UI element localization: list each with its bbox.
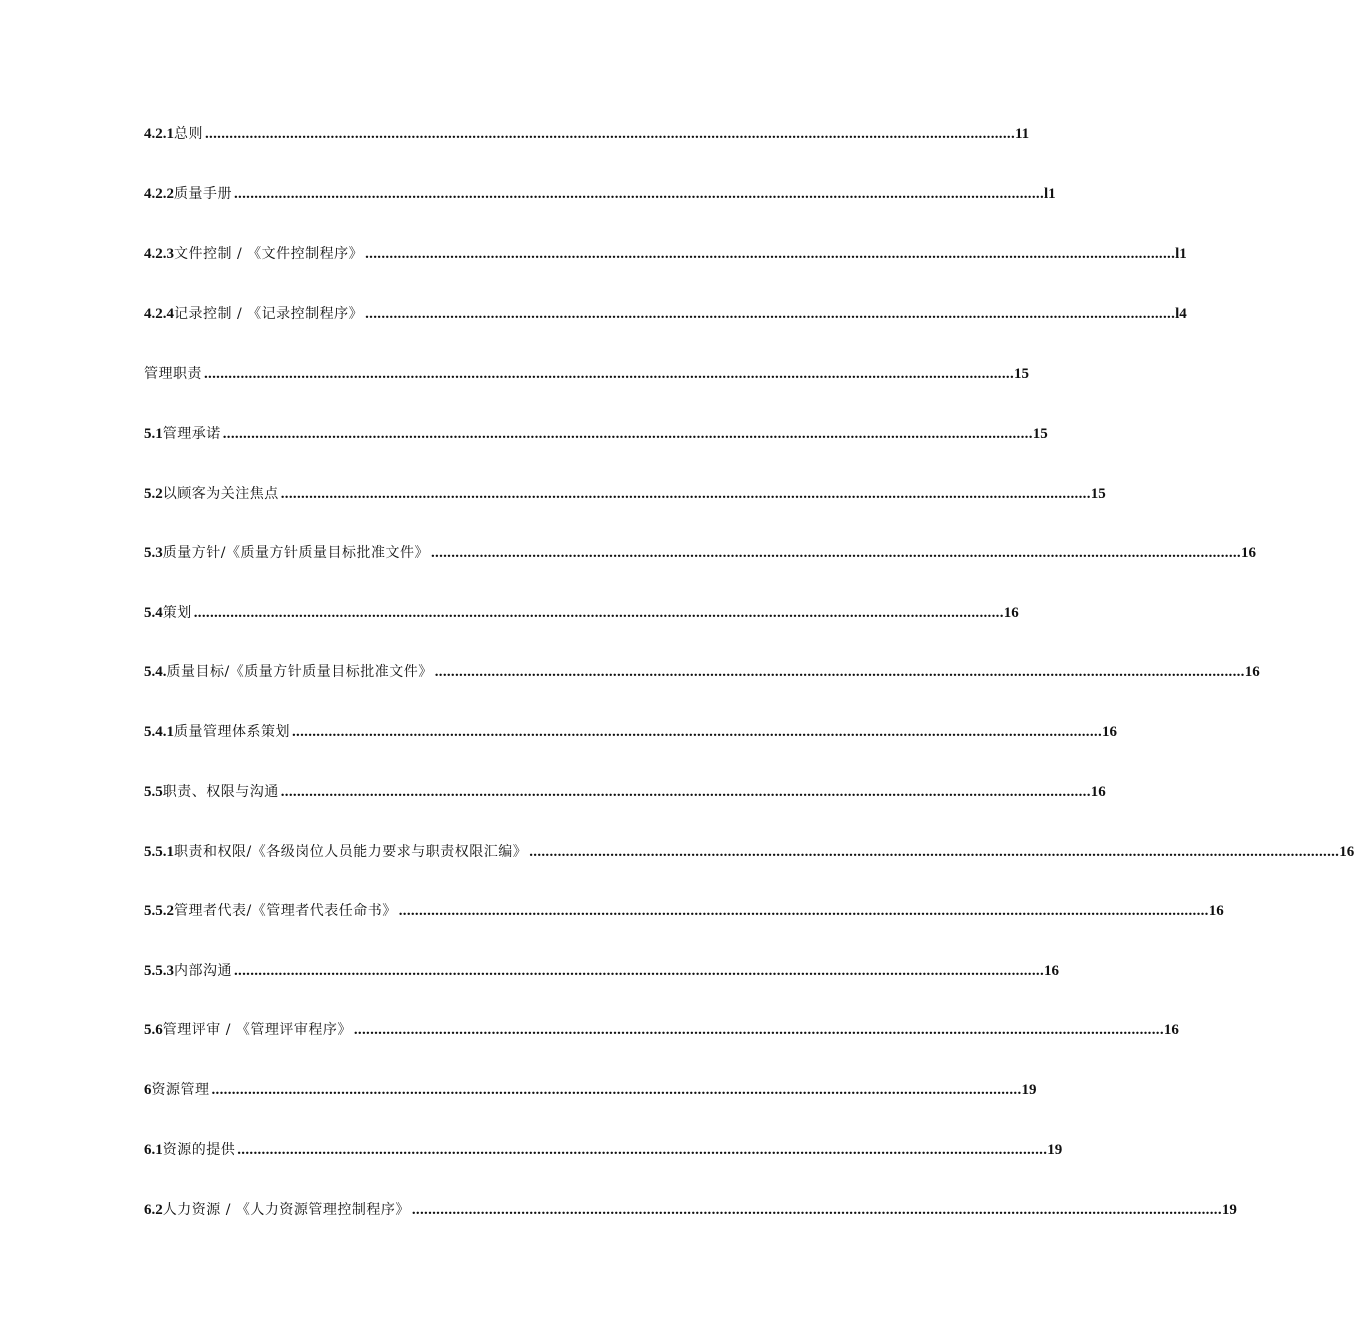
toc-entry[interactable] xyxy=(144,541,1256,565)
toc-entry-title: 管理承诺 xyxy=(162,426,221,442)
toc-entry-page: 16 xyxy=(1244,664,1260,680)
dot-leader: ........................................................................................................................................................................................................ xyxy=(211,1082,1022,1098)
toc-entry-page: 19 xyxy=(1047,1142,1063,1158)
toc-entry-number: 4.2.4 xyxy=(144,306,174,322)
toc-entry-title: 人力资源 / 《人力资源管理控制程序》 xyxy=(162,1202,410,1218)
toc-entry-page: 16 xyxy=(1163,1022,1179,1038)
toc-entry-page: l1 xyxy=(1175,246,1187,262)
toc-entry-title: 质量管理体系策划 xyxy=(174,724,290,740)
dot-leader: ........................................................................................................................................................................................................ xyxy=(430,545,1241,561)
toc-entry-title: 内部沟通 xyxy=(174,963,232,979)
toc-entry[interactable] xyxy=(144,1198,1237,1222)
toc-entry-number: 5.1 xyxy=(144,426,163,442)
toc-entry[interactable] xyxy=(144,1078,1037,1102)
dot-leader: ........................................................................................................................................................................................................ xyxy=(353,1022,1164,1038)
toc-entry-title: 管理者代表/《管理者代表任命书》 xyxy=(174,903,397,919)
toc-entry[interactable] xyxy=(144,959,1059,983)
toc-entry-page: 16 xyxy=(1240,545,1256,561)
toc-entry-number: 5.2 xyxy=(144,486,163,502)
dot-leader: ........................................................................................................................................................................................................ xyxy=(292,724,1102,740)
dot-leader: ........................................................................................................................................................................................................ xyxy=(204,366,1014,382)
toc-entry-page: 19 xyxy=(1021,1082,1037,1098)
toc-entry-page: 16 xyxy=(1208,903,1224,919)
toc-entry[interactable] xyxy=(144,780,1106,804)
toc-entry[interactable] xyxy=(144,720,1117,744)
dot-leader: ........................................................................................................................................................................................................ xyxy=(280,784,1091,800)
toc-entry-page: 16 xyxy=(1003,605,1019,621)
toc-entry-title: 以顾客为关注焦点 xyxy=(162,486,279,502)
toc-entry[interactable] xyxy=(144,1018,1179,1042)
toc-entry[interactable] xyxy=(144,242,1187,266)
toc-entry-title: 管理职责 xyxy=(144,366,202,382)
toc-entry[interactable] xyxy=(144,182,1056,206)
dot-leader: ........................................................................................................................................................................................................ xyxy=(529,844,1340,860)
toc-entry-page: 16 xyxy=(1044,963,1059,979)
toc-entry-page: 15 xyxy=(1014,366,1029,382)
toc-entry-title: 资源的提供 xyxy=(162,1142,236,1158)
dot-leader: ........................................................................................................................................................................................................ xyxy=(193,605,1004,621)
toc-entry-number: 4.2.2 xyxy=(144,186,174,202)
toc-entry-number: 6.2 xyxy=(144,1202,163,1218)
toc-entry-number: 6.1 xyxy=(144,1142,163,1158)
toc-entry-page: 16 xyxy=(1339,844,1354,860)
dot-leader: ........................................................................................................................................................................................................ xyxy=(365,246,1176,262)
toc-entry[interactable] xyxy=(144,1138,1063,1162)
toc-entry-number: 4.2.3 xyxy=(144,246,174,262)
toc-entry-title: 总则 xyxy=(174,126,203,142)
toc-entry[interactable] xyxy=(144,122,1030,146)
toc-entry[interactable] xyxy=(144,302,1187,326)
toc-entry-number: 5.6 xyxy=(144,1022,163,1038)
toc-entry-title: 质量方针/《质量方针质量目标批准文件》 xyxy=(162,545,429,561)
toc-entry-title: 职责和权限/《各级岗位人员能力要求与职责权限汇编》 xyxy=(174,844,528,860)
dot-leader: ........................................................................................................................................................................................................ xyxy=(234,963,1044,979)
toc-entry[interactable] xyxy=(144,660,1260,684)
dot-leader: ........................................................................................................................................................................................................ xyxy=(222,426,1033,442)
toc-entry-title: 质量手册 xyxy=(174,186,232,202)
toc-entry[interactable] xyxy=(144,482,1106,506)
toc-entry-number: 5.4.1 xyxy=(144,724,174,740)
toc-entry[interactable] xyxy=(144,422,1048,446)
dot-leader: ........................................................................................................................................................................................................ xyxy=(237,1142,1048,1158)
toc-entry-title: 策划 xyxy=(162,605,192,621)
toc-entry[interactable] xyxy=(144,362,1029,386)
toc-entry-page: l4 xyxy=(1175,306,1187,322)
toc-entry-page: 19 xyxy=(1221,1202,1237,1218)
toc-entry-number: 5.5.1 xyxy=(144,844,174,860)
dot-leader: ........................................................................................................................................................................................................ xyxy=(280,486,1091,502)
toc-entry-number: 5.5.3 xyxy=(144,963,174,979)
dot-leader: ........................................................................................................................................................................................................ xyxy=(434,664,1245,680)
toc-entry[interactable] xyxy=(144,601,1019,625)
toc-entry[interactable] xyxy=(144,899,1224,923)
toc-entry-number: 6 xyxy=(144,1082,152,1098)
dot-leader: ........................................................................................................................................................................................................ xyxy=(411,1202,1222,1218)
toc-entry-page: l1 xyxy=(1044,186,1056,202)
toc-entry-page: 15 xyxy=(1032,426,1048,442)
dot-leader: ........................................................................................................................................................................................................ xyxy=(234,186,1044,202)
toc-entry-page: 15 xyxy=(1090,486,1106,502)
toc-entry-number: 5.4. xyxy=(144,664,167,680)
toc-entry-title: 管理评审 / 《管理评审程序》 xyxy=(162,1022,352,1038)
toc-entry-title: 文件控制 / 《文件控制程序》 xyxy=(174,246,364,262)
toc-entry-title: 资源管理 xyxy=(151,1082,210,1098)
toc-entry-number: 5.5 xyxy=(144,784,163,800)
toc-entry-number: 4.2.1 xyxy=(144,126,174,142)
toc-entry-number: 5.4 xyxy=(144,605,163,621)
toc-entry-number: 5.5.2 xyxy=(144,903,174,919)
toc-entry-title: 记录控制 / 《记录控制程序》 xyxy=(174,306,364,322)
dot-leader: ........................................................................................................................................................................................................ xyxy=(365,306,1176,322)
toc-entry-title: 质量目标/《质量方针质量目标批准文件》 xyxy=(166,664,433,680)
dot-leader: ........................................................................................................................................................................................................ xyxy=(398,903,1209,919)
toc-entry-page: 11 xyxy=(1015,126,1030,142)
toc-entry-page: 16 xyxy=(1090,784,1106,800)
toc-entry-title: 职责、权限与沟通 xyxy=(162,784,279,800)
toc-entry-page: 16 xyxy=(1102,724,1117,740)
toc-entry-number: 5.3 xyxy=(144,545,163,561)
dot-leader: ........................................................................................................................................................................................................ xyxy=(205,126,1015,142)
toc-entry[interactable] xyxy=(144,840,1354,864)
